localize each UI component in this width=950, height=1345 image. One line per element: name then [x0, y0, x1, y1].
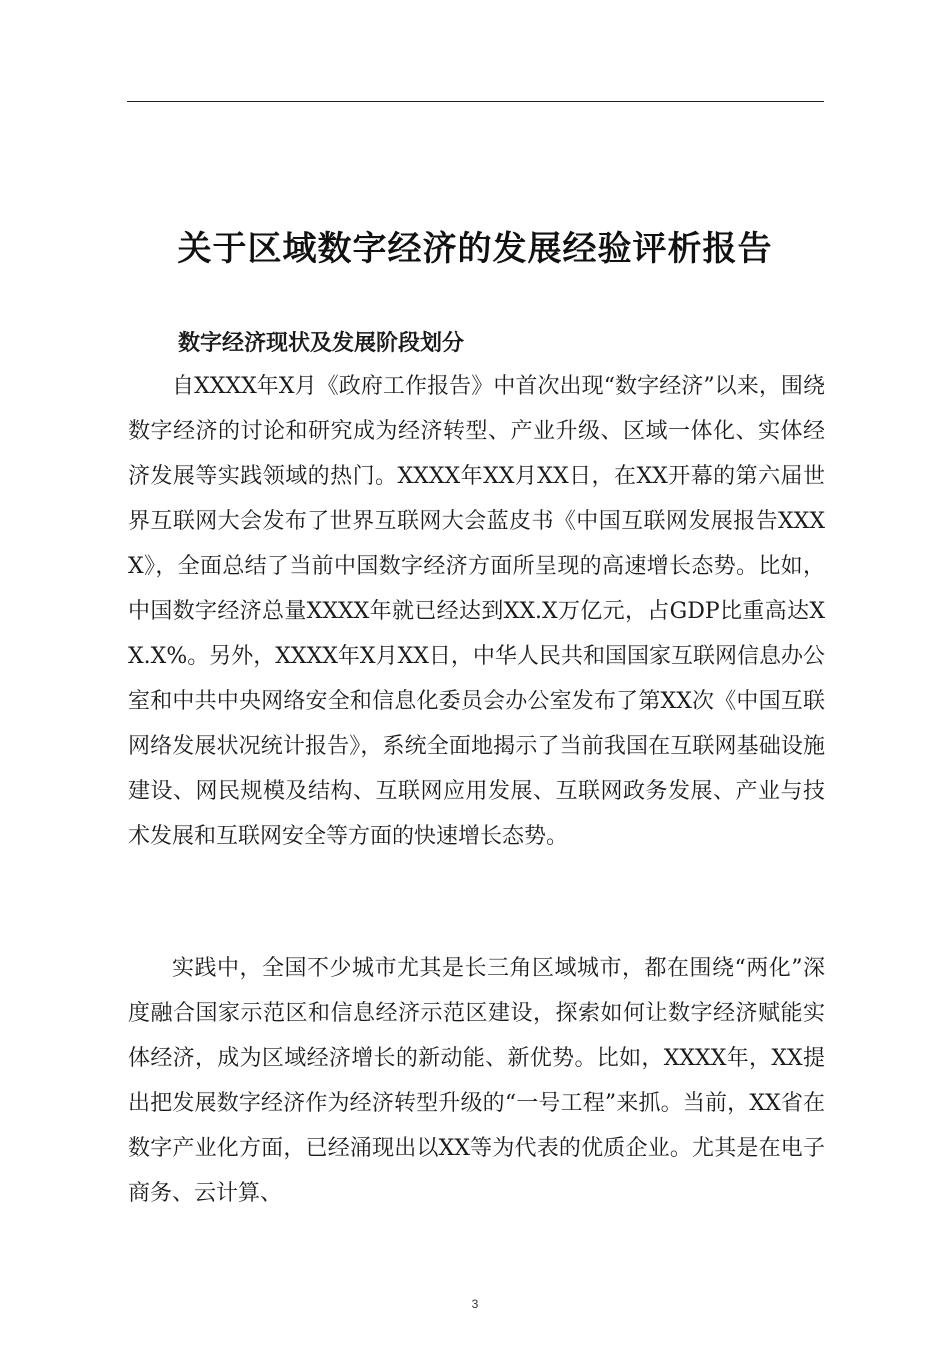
section-heading: 数字经济现状及发展阶段划分	[178, 331, 465, 356]
document-title: 关于区域数字经济的发展经验评析报告	[177, 229, 773, 269]
body-paragraph-2: 实践中，全国不少城市尤其是长三角区域城市，都在围绕“两化”深度融合国家示范区和信息经济示范区建设，探索如何让数字经济赋能实体经济，成为区域经济增长的新动能、新优势。比如，XXXX年，XX提出把发展数字经济作为经济转型升级的“一号工程”来抓。当前，XX省在数字产业化方面，已经涌现出以XX等为代表的优质企业。尤其是在电子商务、云计算、	[128, 956, 825, 1206]
page-number: 3	[471, 1297, 479, 1311]
header-rule	[127, 101, 824, 102]
body-paragraph-1: 自XXXX年X月《政府工作报告》中首次出现“数字经济”以来，围绕数字经济的讨论和研究成为经济转型、产业升级、区域一体化、实体经济发展等实践领域的热门。XXXX年XX月XX日，在XX开幕的第六届世界互联网大会发布了世界互联网大会蓝皮书《中国互联网发展报告XXXX》，全面总结了当前中国数字经济方面所呈现的高速增长态势。比如，中国数字经济总量XXXX年就已经达到XX.X万亿元，占GDP比重高达XX.X%。另外，XXXX年X月XX日，中华人民共和国国家互联网信息办公室和中共中央网络安全和信息化委员会办公室发布了第XX次《中国互联网络发展状况统计报告》，系统全面地揭示了当前我国在互联网基础设施建设、网民规模及结构、互联网应用发展、互联网政务发展、产业与技术发展和互联网安全等方面的快速增长态势。	[128, 374, 825, 849]
